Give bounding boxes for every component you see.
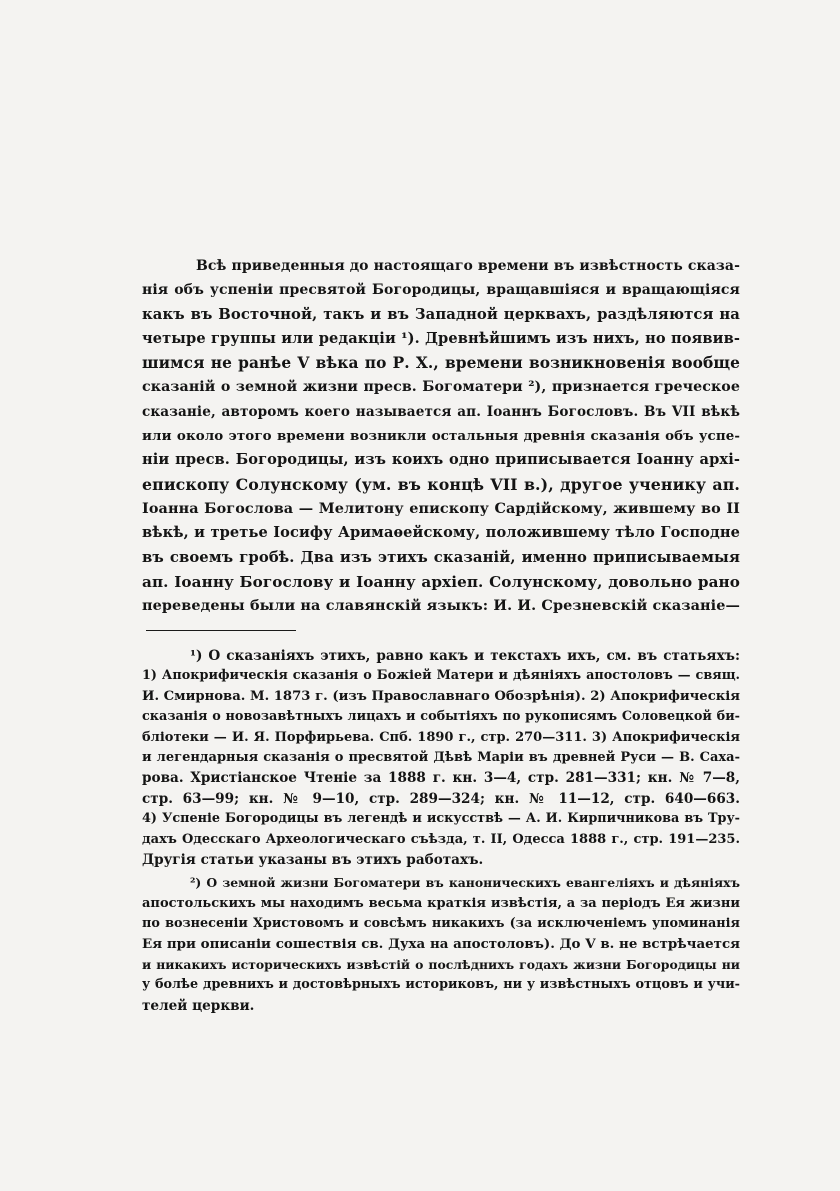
footnote-line: бліотеки — И. Я. Порфирьева. Спб. 1890 г., стр. 270—311. 3) Апокрифическія [142,729,740,745]
footnote-2 [142,873,740,1016]
main-text-line: Іоанна Богослова — Мелитону епископу Сардійскому, жившему во II [142,499,740,517]
main-text-line: нія объ успеніи пресвятой Богородицы, вращавшіяся и вращающіяся [142,282,740,299]
footnote-line: сказанія о новозавѣтныхъ лицахъ и событіяхъ по рукописямъ Соловецкой би- [142,709,740,725]
main-text-line: епископу Солунскому (ум. въ концѣ VII в.), другое ученику ап. [142,474,740,494]
footnote-line: 4) Успеніе Богородицы въ легендѣ и искусствѣ — А. И. Кирпичникова въ Тру- [142,811,740,827]
footnote-line: по вознесеніи Христовомъ и совсѣмъ никакихъ (за исключеніемъ упоминанія [142,916,740,932]
footnote-line: дахъ Одесскаго Археологическаго съѣзда, т. II, Одесса 1888 г., стр. 191—235. [142,831,740,847]
footnote-line: у болѣе древнихъ и достовѣрныхъ историковъ, ни у извѣстныхъ отцовъ и учи- [142,977,740,993]
main-text-line: какъ въ Восточной, такъ и въ Западной церквахъ, раздѣляются на [142,305,740,323]
main-text-line: сказаній о земной жизни пресв. Богоматери ²), признается греческое [142,379,740,396]
main-text-line: шимся не ранѣе V вѣка по Р. Х., времени возникновенія вообще [142,354,740,373]
footnote-line: апостольскихъ мы находимъ весьма краткія извѣстія, а за періодъ Ея жизни [142,895,740,911]
main-text-line: сказаніе, авторомъ коего называется ап. Іоаннъ Богословъ. Въ VII вѣкѣ [142,403,740,420]
footnote-line: и никакихъ историческихъ извѣстій о послѣднихъ годахъ жизни Богородицы ни [142,956,740,972]
main-text-line: Всѣ приведенныя до настоящаго времени въ извѣстность сказа- [196,258,740,274]
main-text-line: переведены были на славянскій языкъ: И. И. Срезневскій сказаніе— [142,597,740,615]
main-text-line: или около этого времени возникли остальныя древнія сказанія объ успе- [142,428,740,445]
footnote-line: Ея при описаніи сошествія св. Духа на апостоловъ). До V в. не встрѣчается [142,936,740,953]
footnote-line: и легендарныя сказанія о пресвятой Дѣвѣ Маріи въ древней Руси — В. Саха- [142,749,740,765]
main-text-line: ап. Іоанну Богослову и Іоанну архіеп. Солунскому, довольно рано [142,572,740,591]
footnote-line: ¹) О сказаніяхъ этихъ, равно какъ и текстахъ ихъ, см. въ статьяхъ: [190,648,740,664]
footnotes-block [142,646,740,1016]
footnote-line: телей церкви. [142,997,255,1014]
main-text-line: четыре группы или редакціи ¹). Древнѣйшимъ изъ нихъ, но появив- [142,329,740,347]
footnote-line: рова. Христіанское Чтеніе за 1888 г. кн. 3—4, стр. 281—331; кн. № 7—8, [142,770,740,787]
main-text-line: въ своемъ гробѣ. Два изъ этихъ сказаній, именно приписываемыя [142,548,740,566]
footnote-line: Другія статьи указаны въ этихъ работахъ. [142,851,484,868]
footnote-1 [142,646,740,870]
footnote-separator [146,630,296,631]
main-text-line: ніи пресв. Богородицы, изъ коихъ одно приписывается Іоанну архі- [142,451,740,469]
footnote-line: 1) Апокрифическія сказанія о Божіей Матери и дѣяніяхъ апостоловъ — свящ. [142,668,740,684]
footnote-line: ²) О земной жизни Богоматери въ каноническихъ евангеліяхъ и дѣяніяхъ [190,875,740,891]
footnote-line: стр. 63—99; кн. № 9—10, стр. 289—324; кн. № 11—12, стр. 640—663. [142,790,740,807]
main-text-line: вѣкѣ, и третье Іосифу Аримаѳейскому, положившему тѣло Господне [142,524,740,542]
main-text-block [142,254,740,618]
footnote-line: И. Смирнова. М. 1873 г. (изъ Православнаго Обозрѣнія). 2) Апокрифическія [142,688,740,704]
